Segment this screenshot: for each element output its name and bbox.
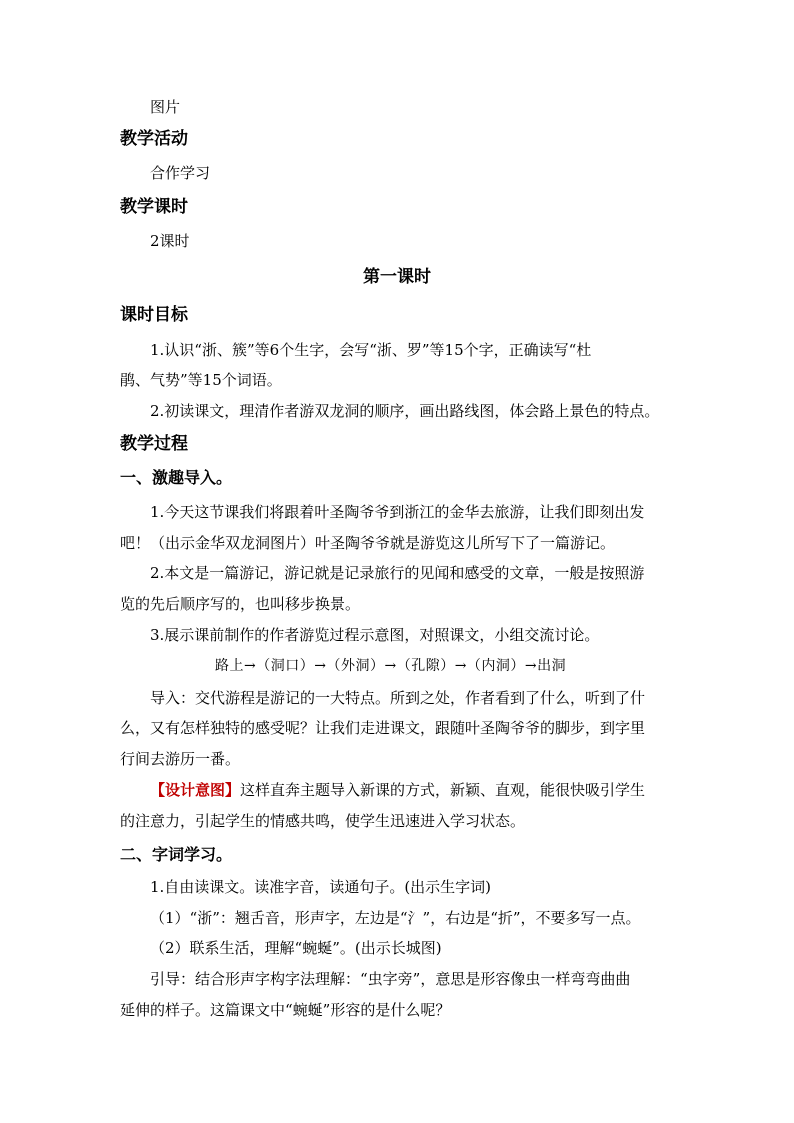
text-line: 行间去游历一番。 bbox=[120, 750, 241, 768]
text-line: 合作学习 bbox=[150, 164, 211, 182]
section-heading: 教学课时 bbox=[120, 197, 188, 217]
subsection-heading: 二、字词学习。 bbox=[120, 845, 233, 864]
text-line: 图片 bbox=[150, 98, 181, 116]
text-line: 的注意力，引起学生的情感共鸣，使学生迅速进入学习状态。 bbox=[120, 812, 526, 830]
subsection-heading: 一、激趣导入。 bbox=[120, 468, 233, 487]
page-title: 第一课时 bbox=[363, 267, 431, 287]
text-line: 吧！（出示金华双龙洞图片）叶圣陶爷爷就是游览这儿所写下了一篇游记。 bbox=[120, 534, 616, 552]
text-line: 鹃、气势”等15个词语。 bbox=[120, 371, 282, 389]
text-line: 延伸的样子。这篇课文中“蜿蜒”形容的是什么呢？ bbox=[120, 1001, 451, 1019]
route-diagram: 路上→（洞口）→（外洞）→（孔隙）→（内洞）→出洞 bbox=[215, 658, 567, 674]
text-line: 1.自由读课文。读准字音，读通句子。(出示生字词) bbox=[150, 878, 492, 896]
text-line: （1）“浙”：翘舌音，形声字，左边是“氵”，右边是“折”，不要多写一点。 bbox=[150, 909, 641, 927]
text-line: 2.初读课文，理清作者游双龙洞的顺序，画出路线图，体会路上景色的特点。 bbox=[150, 402, 660, 420]
text-line: 2.本文是一篇游记，游记就是记录旅行的见闻和感受的文章，一般是按照游 bbox=[150, 564, 645, 582]
design-intent-line bbox=[150, 780, 645, 800]
text-line: 2课时 bbox=[150, 232, 190, 250]
text-line: 导入：交代游程是游记的一大特点。所到之处，作者看到了什么，听到了什 bbox=[150, 689, 646, 707]
text-line: 1.今天这节课我们将跟着叶圣陶爷爷到浙江的金华去旅游，让我们即刻出发 bbox=[150, 503, 645, 521]
text-line: 么，又有怎样独特的感受呢？让我们走进课文，跟随叶圣陶爷爷的脚步，到字里 bbox=[120, 719, 646, 737]
text-line: （2）联系生活，理解“蜿蜒”。(出示长城图) bbox=[150, 939, 442, 957]
text-line: 引导：结合形声字构字法理解：“虫字旁”，意思是形容像虫一样弯弯曲曲 bbox=[150, 970, 631, 988]
section-heading: 教学过程 bbox=[120, 434, 188, 454]
text-line: 1.认识“浙、簇”等6个生字，会写“浙、罗”等15个字，正确读写“杜 bbox=[150, 341, 592, 359]
section-heading: 教学活动 bbox=[120, 129, 188, 149]
design-intent-tag: 【设计意图】 bbox=[150, 781, 241, 799]
section-heading: 课时目标 bbox=[120, 305, 188, 325]
text-line: 这样直奔主题导入新课的方式，新颖、直观，能很快吸引学生 bbox=[240, 781, 646, 799]
text-line: 3.展示课前制作的作者游览过程示意图，对照课文，小组交流讨论。 bbox=[150, 626, 600, 644]
text-line: 览的先后顺序写的，也叫移步换景。 bbox=[120, 595, 361, 613]
